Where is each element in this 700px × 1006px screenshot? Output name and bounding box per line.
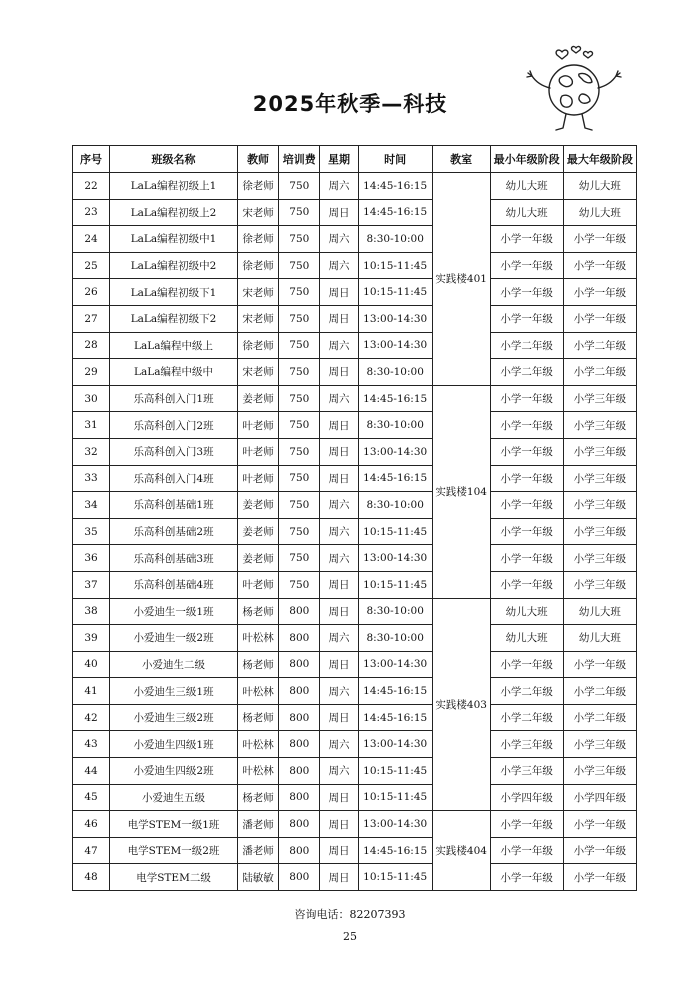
weekday-cell: 周六 — [320, 226, 358, 253]
table-row — [73, 226, 637, 253]
classroom-cell: 实践楼104 — [432, 385, 490, 598]
min-grade-cell: 小学三年级 — [490, 758, 563, 785]
row-no-cell: 22 — [73, 173, 110, 200]
min-grade-cell: 小学一年级 — [490, 305, 563, 332]
class-name-cell: 乐高科创入门4班 — [110, 465, 238, 492]
footer-phone: 咨询电话：82207393 — [294, 908, 406, 921]
table-row — [73, 518, 637, 545]
max-grade-cell: 小学一年级 — [563, 305, 636, 332]
weekday-cell: 周六 — [320, 252, 358, 279]
header-weekday: 星期 — [320, 146, 358, 173]
time-cell: 10:15-11:45 — [358, 518, 432, 545]
header-time: 时间 — [358, 146, 432, 173]
class-name-cell: 乐高科创入门2班 — [110, 412, 238, 439]
weekday-cell: 周日 — [320, 704, 358, 731]
teacher-cell: 宋老师 — [237, 199, 278, 226]
row-no-cell: 32 — [73, 438, 110, 465]
max-grade-cell: 幼儿大班 — [563, 199, 636, 226]
time-cell: 14:45-16:15 — [358, 704, 432, 731]
table-row — [73, 305, 637, 332]
row-no-cell: 46 — [73, 811, 110, 838]
weekday-cell: 周日 — [320, 598, 358, 625]
teacher-cell: 杨老师 — [237, 598, 278, 625]
fee-cell: 750 — [279, 226, 320, 253]
teacher-cell: 徐老师 — [237, 173, 278, 200]
min-grade-cell: 小学一年级 — [490, 651, 563, 678]
time-cell: 13:00-14:30 — [358, 305, 432, 332]
min-grade-cell: 小学一年级 — [490, 226, 563, 253]
class-name-cell: 电学STEM二级 — [110, 864, 238, 891]
class-name-cell: 电学STEM一级2班 — [110, 837, 238, 864]
fee-cell: 750 — [279, 492, 320, 519]
class-name-cell: 电学STEM一级1班 — [110, 811, 238, 838]
max-grade-cell: 小学二年级 — [563, 359, 636, 386]
time-cell: 14:45-16:15 — [358, 199, 432, 226]
table-row — [73, 412, 637, 439]
fee-cell: 750 — [279, 518, 320, 545]
min-grade-cell: 小学一年级 — [490, 518, 563, 545]
max-grade-cell: 小学三年级 — [563, 438, 636, 465]
max-grade-cell: 小学三年级 — [563, 492, 636, 519]
class-name-cell: 乐高科创基础3班 — [110, 545, 238, 572]
fee-cell: 800 — [279, 704, 320, 731]
min-grade-cell: 小学四年级 — [490, 784, 563, 811]
weekday-cell: 周日 — [320, 412, 358, 439]
header-no: 序号 — [73, 146, 110, 173]
weekday-cell: 周六 — [320, 492, 358, 519]
weekday-cell: 周日 — [320, 651, 358, 678]
class-name-cell: 小爱迪生一级1班 — [110, 598, 238, 625]
teacher-cell: 姜老师 — [237, 518, 278, 545]
max-grade-cell: 小学四年级 — [563, 784, 636, 811]
classroom-cell: 实践楼404 — [432, 811, 490, 891]
row-no-cell: 31 — [73, 412, 110, 439]
weekday-cell: 周日 — [320, 359, 358, 386]
teacher-cell: 宋老师 — [237, 279, 278, 306]
table-row — [73, 731, 637, 758]
min-grade-cell: 小学一年级 — [490, 811, 563, 838]
row-no-cell: 24 — [73, 226, 110, 253]
min-grade-cell: 幼儿大班 — [490, 625, 563, 652]
table-header-row — [73, 146, 637, 173]
time-cell: 13:00-14:30 — [358, 545, 432, 572]
teacher-cell: 杨老师 — [237, 651, 278, 678]
fee-cell: 750 — [279, 438, 320, 465]
header-teacher: 教师 — [237, 146, 278, 173]
time-cell: 13:00-14:30 — [358, 731, 432, 758]
row-no-cell: 35 — [73, 518, 110, 545]
class-name-cell: 小爱迪生二级 — [110, 651, 238, 678]
fee-cell: 800 — [279, 811, 320, 838]
fee-cell: 800 — [279, 598, 320, 625]
table-row — [73, 359, 637, 386]
weekday-cell: 周日 — [320, 305, 358, 332]
class-name-cell: 小爱迪生三级2班 — [110, 704, 238, 731]
header-classroom: 教室 — [432, 146, 490, 173]
class-name-cell: 乐高科创入门1班 — [110, 385, 238, 412]
time-cell: 13:00-14:30 — [358, 651, 432, 678]
fee-cell: 750 — [279, 359, 320, 386]
weekday-cell: 周六 — [320, 518, 358, 545]
row-no-cell: 33 — [73, 465, 110, 492]
row-no-cell: 39 — [73, 625, 110, 652]
header-fee: 培训费 — [279, 146, 320, 173]
table-row — [73, 864, 637, 891]
teacher-cell: 叶老师 — [237, 412, 278, 439]
weekday-cell: 周六 — [320, 758, 358, 785]
fee-cell: 800 — [279, 625, 320, 652]
row-no-cell: 25 — [73, 252, 110, 279]
fee-cell: 750 — [279, 199, 320, 226]
weekday-cell: 周六 — [320, 332, 358, 359]
table-row — [73, 199, 637, 226]
header-class-name: 班级名称 — [110, 146, 238, 173]
time-cell: 8:30-10:00 — [358, 492, 432, 519]
table-row — [73, 332, 637, 359]
class-name-cell: LaLa编程初级中1 — [110, 226, 238, 253]
min-grade-cell: 小学二年级 — [490, 359, 563, 386]
fee-cell: 750 — [279, 545, 320, 572]
class-name-cell: LaLa编程初级上2 — [110, 199, 238, 226]
row-no-cell: 36 — [73, 545, 110, 572]
fee-cell: 800 — [279, 784, 320, 811]
weekday-cell: 周日 — [320, 811, 358, 838]
min-grade-cell: 小学一年级 — [490, 864, 563, 891]
min-grade-cell: 幼儿大班 — [490, 173, 563, 200]
class-name-cell: LaLa编程初级下1 — [110, 279, 238, 306]
teacher-cell: 叶松林 — [237, 731, 278, 758]
weekday-cell: 周六 — [320, 731, 358, 758]
table-row — [73, 678, 637, 705]
teacher-cell: 叶松林 — [237, 758, 278, 785]
table-row — [73, 252, 637, 279]
min-grade-cell: 小学一年级 — [490, 385, 563, 412]
fee-cell: 800 — [279, 864, 320, 891]
class-name-cell: 乐高科创基础2班 — [110, 518, 238, 545]
teacher-cell: 宋老师 — [237, 305, 278, 332]
table-row — [73, 651, 637, 678]
max-grade-cell: 幼儿大班 — [563, 625, 636, 652]
max-grade-cell: 小学三年级 — [563, 731, 636, 758]
max-grade-cell: 小学二年级 — [563, 332, 636, 359]
max-grade-cell: 小学三年级 — [563, 571, 636, 598]
table-row — [73, 625, 637, 652]
min-grade-cell: 小学一年级 — [490, 279, 563, 306]
fee-cell: 800 — [279, 758, 320, 785]
class-name-cell: LaLa编程中级中 — [110, 359, 238, 386]
time-cell: 8:30-10:00 — [358, 598, 432, 625]
time-cell: 10:15-11:45 — [358, 252, 432, 279]
header-min-grade: 最小年级阶段 — [490, 146, 563, 173]
row-no-cell: 23 — [73, 199, 110, 226]
row-no-cell: 48 — [73, 864, 110, 891]
class-name-cell: 乐高科创入门3班 — [110, 438, 238, 465]
class-name-cell: LaLa编程中级上 — [110, 332, 238, 359]
min-grade-cell: 小学一年级 — [490, 252, 563, 279]
row-no-cell: 43 — [73, 731, 110, 758]
max-grade-cell: 幼儿大班 — [563, 173, 636, 200]
max-grade-cell: 小学三年级 — [563, 758, 636, 785]
table-row — [73, 811, 637, 838]
class-name-cell: 乐高科创基础4班 — [110, 571, 238, 598]
teacher-cell: 叶老师 — [237, 571, 278, 598]
page-number: 25 — [343, 930, 357, 943]
min-grade-cell: 小学一年级 — [490, 837, 563, 864]
row-no-cell: 40 — [73, 651, 110, 678]
teacher-cell: 宋老师 — [237, 359, 278, 386]
table-row — [73, 704, 637, 731]
row-no-cell: 27 — [73, 305, 110, 332]
row-no-cell: 26 — [73, 279, 110, 306]
header-max-grade: 最大年级阶段 — [563, 146, 636, 173]
time-cell: 14:45-16:15 — [358, 173, 432, 200]
weekday-cell: 周日 — [320, 784, 358, 811]
time-cell: 10:15-11:45 — [358, 864, 432, 891]
fee-cell: 750 — [279, 385, 320, 412]
table-row — [73, 173, 637, 200]
time-cell: 10:15-11:45 — [358, 279, 432, 306]
teacher-cell: 叶老师 — [237, 465, 278, 492]
max-grade-cell: 小学一年级 — [563, 837, 636, 864]
row-no-cell: 37 — [73, 571, 110, 598]
fee-cell: 750 — [279, 412, 320, 439]
class-name-cell: LaLa编程初级上1 — [110, 173, 238, 200]
schedule-table — [72, 145, 637, 891]
class-name-cell: LaLa编程初级下2 — [110, 305, 238, 332]
min-grade-cell: 小学一年级 — [490, 545, 563, 572]
weekday-cell: 周日 — [320, 571, 358, 598]
row-no-cell: 41 — [73, 678, 110, 705]
table-row — [73, 758, 637, 785]
fee-cell: 750 — [279, 279, 320, 306]
min-grade-cell: 小学二年级 — [490, 332, 563, 359]
min-grade-cell: 小学一年级 — [490, 438, 563, 465]
time-cell: 14:45-16:15 — [358, 385, 432, 412]
teacher-cell: 姜老师 — [237, 492, 278, 519]
weekday-cell: 周六 — [320, 625, 358, 652]
row-no-cell: 47 — [73, 837, 110, 864]
max-grade-cell: 幼儿大班 — [563, 598, 636, 625]
max-grade-cell: 小学三年级 — [563, 545, 636, 572]
class-name-cell: 小爱迪生三级1班 — [110, 678, 238, 705]
teacher-cell: 杨老师 — [237, 784, 278, 811]
time-cell: 14:45-16:15 — [358, 837, 432, 864]
weekday-cell: 周六 — [320, 385, 358, 412]
fee-cell: 750 — [279, 465, 320, 492]
max-grade-cell: 小学一年级 — [563, 811, 636, 838]
weekday-cell: 周日 — [320, 438, 358, 465]
time-cell: 8:30-10:00 — [358, 226, 432, 253]
fee-cell: 800 — [279, 837, 320, 864]
max-grade-cell: 小学三年级 — [563, 518, 636, 545]
teacher-cell: 姜老师 — [237, 385, 278, 412]
time-cell: 10:15-11:45 — [358, 758, 432, 785]
globe-mascot-icon — [524, 44, 624, 136]
max-grade-cell: 小学三年级 — [563, 412, 636, 439]
max-grade-cell: 小学三年级 — [563, 465, 636, 492]
time-cell: 13:00-14:30 — [358, 811, 432, 838]
max-grade-cell: 小学三年级 — [563, 385, 636, 412]
time-cell: 14:45-16:15 — [358, 678, 432, 705]
time-cell: 8:30-10:00 — [358, 625, 432, 652]
page-title: 2025年秋季—科技 — [252, 92, 448, 116]
fee-cell: 800 — [279, 651, 320, 678]
weekday-cell: 周六 — [320, 173, 358, 200]
fee-cell: 750 — [279, 332, 320, 359]
time-cell: 8:30-10:00 — [358, 359, 432, 386]
time-cell: 14:45-16:15 — [358, 465, 432, 492]
table-row — [73, 438, 637, 465]
class-name-cell: 小爱迪生四级1班 — [110, 731, 238, 758]
time-cell: 10:15-11:45 — [358, 571, 432, 598]
class-name-cell: LaLa编程初级中2 — [110, 252, 238, 279]
fee-cell: 750 — [279, 305, 320, 332]
min-grade-cell: 小学二年级 — [490, 704, 563, 731]
teacher-cell: 叶松林 — [237, 678, 278, 705]
min-grade-cell: 小学一年级 — [490, 571, 563, 598]
min-grade-cell: 幼儿大班 — [490, 199, 563, 226]
max-grade-cell: 小学二年级 — [563, 678, 636, 705]
row-no-cell: 42 — [73, 704, 110, 731]
max-grade-cell: 小学一年级 — [563, 226, 636, 253]
table-row — [73, 571, 637, 598]
min-grade-cell: 小学一年级 — [490, 412, 563, 439]
row-no-cell: 38 — [73, 598, 110, 625]
min-grade-cell: 小学三年级 — [490, 731, 563, 758]
max-grade-cell: 小学一年级 — [563, 252, 636, 279]
fee-cell: 800 — [279, 678, 320, 705]
teacher-cell: 徐老师 — [237, 332, 278, 359]
table-row — [73, 492, 637, 519]
time-cell: 13:00-14:30 — [358, 438, 432, 465]
table-row — [73, 385, 637, 412]
classroom-cell: 实践楼403 — [432, 598, 490, 811]
fee-cell: 800 — [279, 731, 320, 758]
class-name-cell: 小爱迪生一级2班 — [110, 625, 238, 652]
teacher-cell: 潘老师 — [237, 837, 278, 864]
table-row — [73, 837, 637, 864]
table-row — [73, 598, 637, 625]
weekday-cell: 周六 — [320, 678, 358, 705]
teacher-cell: 叶松林 — [237, 625, 278, 652]
teacher-cell: 叶老师 — [237, 438, 278, 465]
weekday-cell: 周日 — [320, 837, 358, 864]
teacher-cell: 陆敏敏 — [237, 864, 278, 891]
weekday-cell: 周日 — [320, 199, 358, 226]
class-name-cell: 乐高科创基础1班 — [110, 492, 238, 519]
row-no-cell: 28 — [73, 332, 110, 359]
table-row — [73, 784, 637, 811]
table-row — [73, 279, 637, 306]
max-grade-cell: 小学一年级 — [563, 651, 636, 678]
class-name-cell: 小爱迪生四级2班 — [110, 758, 238, 785]
teacher-cell: 徐老师 — [237, 226, 278, 253]
row-no-cell: 45 — [73, 784, 110, 811]
weekday-cell: 周日 — [320, 864, 358, 891]
time-cell: 8:30-10:00 — [358, 412, 432, 439]
fee-cell: 750 — [279, 571, 320, 598]
row-no-cell: 29 — [73, 359, 110, 386]
weekday-cell: 周六 — [320, 545, 358, 572]
class-name-cell: 小爱迪生五级 — [110, 784, 238, 811]
min-grade-cell: 小学一年级 — [490, 465, 563, 492]
teacher-cell: 徐老师 — [237, 252, 278, 279]
table-row — [73, 545, 637, 572]
max-grade-cell: 小学一年级 — [563, 279, 636, 306]
fee-cell: 750 — [279, 173, 320, 200]
weekday-cell: 周日 — [320, 279, 358, 306]
row-no-cell: 30 — [73, 385, 110, 412]
row-no-cell: 44 — [73, 758, 110, 785]
max-grade-cell: 小学二年级 — [563, 704, 636, 731]
max-grade-cell: 小学一年级 — [563, 864, 636, 891]
fee-cell: 750 — [279, 252, 320, 279]
min-grade-cell: 小学一年级 — [490, 492, 563, 519]
teacher-cell: 姜老师 — [237, 545, 278, 572]
row-no-cell: 34 — [73, 492, 110, 519]
weekday-cell: 周日 — [320, 465, 358, 492]
min-grade-cell: 幼儿大班 — [490, 598, 563, 625]
time-cell: 10:15-11:45 — [358, 784, 432, 811]
teacher-cell: 杨老师 — [237, 704, 278, 731]
time-cell: 13:00-14:30 — [358, 332, 432, 359]
table-row — [73, 465, 637, 492]
teacher-cell: 潘老师 — [237, 811, 278, 838]
min-grade-cell: 小学二年级 — [490, 678, 563, 705]
classroom-cell: 实践楼401 — [432, 173, 490, 386]
